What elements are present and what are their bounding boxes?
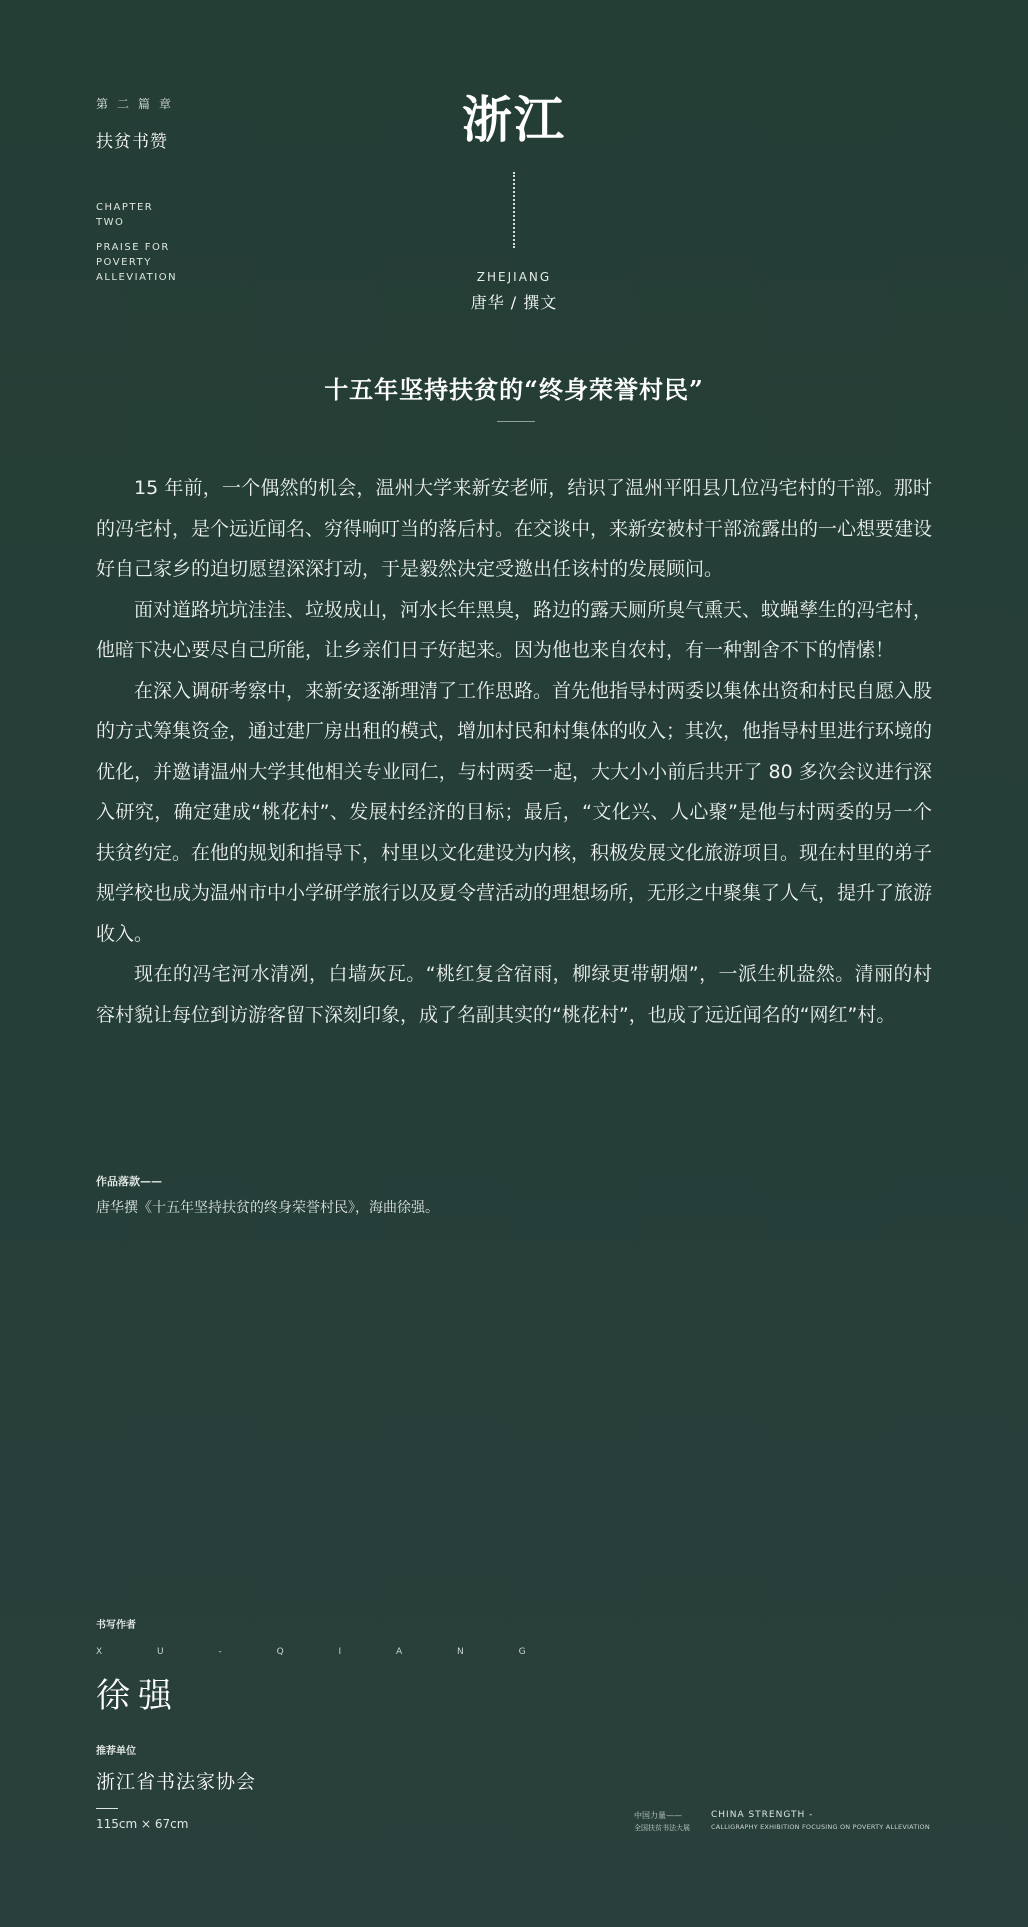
- exhibition-logo-cn: 中国力量——: [634, 1811, 682, 1820]
- exhibition-logo-cn-sub: 全国扶贫书法大展: [634, 1824, 690, 1832]
- exhibition-logo-en-sub: CALLIGRAPHY EXHIBITION FOCUSING ON POVERTY ALLEVIATION: [711, 1823, 930, 1831]
- chapter-name: 扶贫书赞: [96, 132, 168, 152]
- artist-pinyin: X U - Q I A N G: [96, 1647, 552, 1657]
- recommender-label: 推荐单位: [96, 1746, 136, 1757]
- inscription-label: 作品落款——: [96, 1175, 162, 1188]
- inscription-text: 唐华撰《十五年坚持扶贫的终身荣誉村民》，海曲徐强。: [96, 1200, 439, 1216]
- size-divider: [96, 1808, 118, 1809]
- article-title: 十五年坚持扶贫的“终身荣誉村民”: [324, 375, 704, 404]
- article-paragraph: 现在的冯宅河水清冽，白墙灰瓦。“桃红复含宿雨，柳绿更带朝烟”，一派生机盎然。清丽的村容村貌让每位到访游客留下深刻印象，成了名副其实的“桃花村”，也成了远近闻名的“网红”村。: [96, 963, 932, 1026]
- article-paragraph: 15 年前，一个偶然的机会，温州大学来新安老师，结识了温州平阳县几位冯宅村的干部。那时的冯宅村，是个远近闻名、穷得响叮当的落后村。在交谈中，来新安被村干部流露出的一心想要建设好自己家乡的迫切愿望深深打动，于是毅然决定受邀出任该村的发展顾问。: [96, 477, 933, 580]
- chapter-number-cn: 第二篇章: [96, 97, 181, 111]
- province-title-en: ZHEJIANG: [476, 270, 552, 284]
- writer-label: 书写作者: [96, 1620, 136, 1631]
- article-paragraph: 在深入调研考察中，来新安逐渐理清了工作思路。首先他指导村两委以集体出资和村民自愿入股的方式筹集资金，通过建厂房出租的模式，增加村民和村集体的收入；其次，他指导村里进行环境的优化，并邀请温州大学其他相关专业同仁，与村两委一起，大大小小前后共开了 80 多次会议进行深入研究，确定建成“桃花村”、发展村经济的目标；最后，“文化兴、人心聚”是他与村两委的另一个扶贫约定。在他的规划和指导下，村里以文化建设为内核，积极发展文化旅游项目。现在村里的弟子规学校也成为温州市中小学研学旅行以及夏令营活动的理想场所，无形之中聚集了人气，提升了旅游收入。: [96, 679, 933, 945]
- title-divider: [497, 421, 535, 422]
- artist-name: 徐强: [96, 1676, 180, 1716]
- article-author: 唐华 / 撰文: [470, 293, 558, 312]
- dotted-divider: [513, 172, 515, 248]
- chapter-name-en: PRAISE FOR POVERTY ALLEVIATION: [96, 242, 178, 283]
- exhibition-logo-en: CHINA STRENGTH -: [711, 1810, 814, 1820]
- recommender-org: 浙江省书法家协会: [96, 1771, 257, 1793]
- article-body: [96, 468, 932, 1035]
- chapter-number-en: CHAPTER TWO: [96, 202, 154, 228]
- article-paragraph: 面对道路坑坑洼洼、垃圾成山，河水长年黑臭，路边的露天厕所臭气熏天、蚊蝇孳生的冯宅村，他暗下决心要尽自己所能，让乡亲们日子好起来。因为他也来自农村，有一种割舍不下的情愫！: [96, 598, 933, 661]
- province-title: 浙江: [462, 90, 566, 149]
- work-size: 115cm × 67cm: [96, 1817, 189, 1831]
